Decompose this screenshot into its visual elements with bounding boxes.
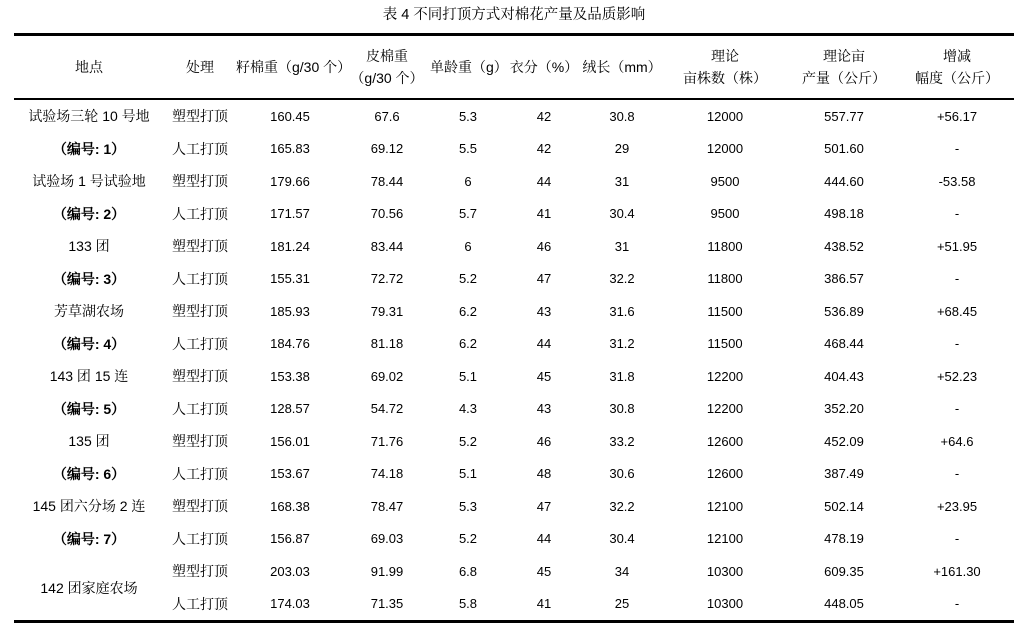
location-cell: （编号: 1） <box>52 140 126 157</box>
lint-weight-cell: 72.72 <box>370 271 404 287</box>
table-row <box>14 360 1014 393</box>
lint-weight-cell: 83.44 <box>370 238 404 254</box>
change-range-cell: - <box>954 271 960 287</box>
location-cell: 135 团 <box>68 433 110 450</box>
fiber-length-cell: 32.2 <box>609 271 635 287</box>
table-row <box>14 523 1014 556</box>
treatment-cell: 人工打顶 <box>172 270 228 287</box>
seed-cotton-weight-cell: 153.38 <box>270 368 310 384</box>
treatment-cell: 人工打顶 <box>172 335 228 352</box>
location-cell: 145 团六分场 2 连 <box>32 498 146 515</box>
change-range-cell: +52.23 <box>936 368 978 384</box>
seed-cotton-weight-cell: 128.57 <box>270 401 310 417</box>
seed-cotton-weight-cell: 203.03 <box>270 563 310 579</box>
yield-per-mu-cell: 352.20 <box>824 401 864 417</box>
change-range-cell: +51.95 <box>936 238 978 254</box>
plants-per-mu-cell: 12200 <box>706 401 744 417</box>
treatment-cell: 人工打顶 <box>172 595 228 612</box>
lint-percentage-cell: 47 <box>536 498 552 514</box>
plants-per-mu-cell: 12100 <box>706 531 744 547</box>
yield-per-mu-cell: 557.77 <box>824 108 864 124</box>
lint-weight-cell: 91.99 <box>370 563 404 579</box>
lint-percentage-cell: 43 <box>536 401 552 417</box>
boll-weight-cell: 5.1 <box>458 368 478 384</box>
fiber-length-cell: 30.4 <box>609 531 635 547</box>
lint-weight-cell: 69.03 <box>370 531 404 547</box>
seed-cotton-weight-cell: 174.03 <box>270 596 310 612</box>
plants-per-mu-cell: 11500 <box>707 303 743 319</box>
seed-cotton-weight-cell: 181.24 <box>270 238 310 254</box>
location-cell: 143 团 15 连 <box>49 368 129 385</box>
plants-per-mu-cell: 12600 <box>706 433 744 449</box>
plants-per-mu-cell: 12000 <box>706 108 744 124</box>
seed-cotton-weight-cell: 165.83 <box>270 141 310 157</box>
yield-per-mu-cell: 386.57 <box>824 271 864 287</box>
table-row <box>14 263 1014 296</box>
treatment-cell: 塑型打顶 <box>172 303 228 320</box>
fiber-length-cell: 29 <box>614 141 630 157</box>
lint-weight-cell: 71.35 <box>370 596 404 612</box>
lint-percentage-cell: 45 <box>536 563 552 579</box>
header-row <box>14 35 1014 100</box>
location-cell: （编号: 4） <box>52 335 126 352</box>
lint-weight-cell: 78.44 <box>370 173 404 189</box>
fiber-length-cell: 33.2 <box>609 433 635 449</box>
header-label-line2: 幅度（公斤） <box>915 70 999 86</box>
boll-weight-cell: 5.3 <box>458 498 478 514</box>
location-cell: 试验场 1 号试验地 <box>32 173 146 190</box>
lint-percentage-cell: 46 <box>536 433 552 449</box>
col-header-seed-cotton-weight <box>236 35 352 100</box>
plants-per-mu-cell: 9500 <box>710 173 740 189</box>
treatment-cell: 塑型打顶 <box>172 498 228 515</box>
change-range-cell: - <box>954 466 960 482</box>
table-row <box>14 393 1014 426</box>
lint-weight-cell: 54.72 <box>370 401 404 417</box>
lint-percentage-cell: 47 <box>536 271 552 287</box>
yield-per-mu-cell: 444.60 <box>824 173 864 189</box>
table-row <box>14 295 1014 328</box>
fiber-length-cell: 31.8 <box>609 368 635 384</box>
header-label: 籽棉重（g/30 个） <box>236 59 352 75</box>
boll-weight-cell: 6 <box>464 238 472 254</box>
seed-cotton-weight-cell: 156.87 <box>270 531 310 547</box>
lint-weight-cell: 69.12 <box>370 141 404 157</box>
table-row <box>14 458 1014 491</box>
fiber-length-cell: 30.8 <box>609 401 635 417</box>
lint-weight-cell: 70.56 <box>370 206 404 222</box>
table-row <box>14 165 1014 198</box>
header-label-line1: 增减 <box>943 48 971 64</box>
yield-per-mu-cell: 501.60 <box>824 141 864 157</box>
boll-weight-cell: 5.3 <box>458 108 478 124</box>
col-header-boll-weight <box>430 35 506 100</box>
location-cell: （编号: 7） <box>52 530 126 547</box>
col-header-treatment <box>164 35 236 100</box>
table-row <box>14 99 1014 133</box>
fiber-length-cell: 30.4 <box>609 206 635 222</box>
lint-percentage-cell: 44 <box>536 531 552 547</box>
boll-weight-cell: 5.5 <box>458 141 478 157</box>
yield-per-mu-cell: 498.18 <box>824 206 864 222</box>
treatment-cell: 塑型打顶 <box>172 108 228 125</box>
lint-weight-cell: 81.18 <box>370 336 404 352</box>
table-row <box>14 425 1014 458</box>
change-range-cell: +64.6 <box>940 433 974 449</box>
fiber-length-cell: 30.8 <box>609 108 635 124</box>
boll-weight-cell: 6.2 <box>458 336 478 352</box>
seed-cotton-weight-cell: 171.57 <box>270 206 310 222</box>
plants-per-mu-cell: 12100 <box>706 498 744 514</box>
table-row <box>14 588 1014 622</box>
treatment-cell: 人工打顶 <box>172 140 228 157</box>
table-row <box>14 198 1014 231</box>
lint-weight-cell: 71.76 <box>370 433 404 449</box>
yield-per-mu-cell: 387.49 <box>824 466 864 482</box>
plants-per-mu-cell: 12000 <box>706 141 744 157</box>
change-range-cell: - <box>954 336 960 352</box>
col-header-change-range <box>900 35 1014 100</box>
col-header-lint-weight <box>344 35 430 100</box>
seed-cotton-weight-cell: 156.01 <box>270 433 310 449</box>
location-cell: 试验场三轮 10 号地 <box>28 108 150 125</box>
col-header-theoretical-plants <box>662 35 788 100</box>
boll-weight-cell: 5.8 <box>458 596 478 612</box>
yield-per-mu-cell: 478.19 <box>824 531 864 547</box>
lint-weight-cell: 67.6 <box>374 108 400 124</box>
seed-cotton-weight-cell: 155.31 <box>270 271 310 287</box>
seed-cotton-weight-cell: 168.38 <box>270 498 310 514</box>
fiber-length-cell: 31.6 <box>609 303 635 319</box>
header-label-line2: 亩株数（株） <box>683 70 767 86</box>
lint-weight-cell: 74.18 <box>370 466 404 482</box>
lint-percentage-cell: 41 <box>536 206 552 222</box>
fiber-length-cell: 31 <box>614 173 630 189</box>
location-cell: 芳草湖农场 <box>54 303 124 320</box>
seed-cotton-weight-cell: 185.93 <box>270 303 310 319</box>
lint-percentage-cell: 42 <box>536 108 552 124</box>
lint-percentage-cell: 44 <box>536 336 552 352</box>
boll-weight-cell: 4.3 <box>458 401 478 417</box>
data-table <box>14 33 1014 623</box>
table-body <box>14 99 1014 622</box>
fiber-length-cell: 31.2 <box>609 336 635 352</box>
header-label: 衣分（%） <box>509 59 579 75</box>
plants-per-mu-cell: 10300 <box>706 596 744 612</box>
treatment-cell: 塑型打顶 <box>172 173 228 190</box>
boll-weight-cell: 6.2 <box>458 303 478 319</box>
lint-percentage-cell: 42 <box>536 141 552 157</box>
col-header-fiber-length <box>582 35 662 100</box>
table-caption: 表 4 不同打顶方式对棉花产量及品质影响 <box>382 7 646 23</box>
boll-weight-cell: 5.2 <box>458 433 478 449</box>
location-cell: 133 团 <box>68 238 110 255</box>
header-label-line2: 产量（公斤） <box>802 70 886 86</box>
yield-per-mu-cell: 448.05 <box>824 596 864 612</box>
lint-percentage-cell: 43 <box>536 303 552 319</box>
fiber-length-cell: 31 <box>614 238 630 254</box>
header-label-line1: 理论 <box>711 48 739 64</box>
treatment-cell: 塑型打顶 <box>172 368 228 385</box>
col-header-theoretical-yield <box>788 35 900 100</box>
treatment-cell: 人工打顶 <box>172 205 228 222</box>
change-range-cell: +161.30 <box>933 563 981 579</box>
treatment-cell: 人工打顶 <box>172 400 228 417</box>
plants-per-mu-cell: 9500 <box>710 206 740 222</box>
yield-per-mu-cell: 438.52 <box>824 238 864 254</box>
yield-per-mu-cell: 609.35 <box>824 563 864 579</box>
plants-per-mu-cell: 12200 <box>706 368 744 384</box>
location-cell: （编号: 6） <box>52 465 126 482</box>
boll-weight-cell: 6.8 <box>458 563 478 579</box>
yield-per-mu-cell: 536.89 <box>824 303 864 319</box>
treatment-cell: 人工打顶 <box>172 530 228 547</box>
header-label-line1: 理论亩 <box>823 48 865 64</box>
plants-per-mu-cell: 11800 <box>707 271 743 287</box>
change-range-cell: - <box>954 531 960 547</box>
change-range-cell: - <box>954 141 960 157</box>
boll-weight-cell: 5.2 <box>458 531 478 547</box>
plants-per-mu-cell: 11500 <box>707 336 743 352</box>
change-range-cell: +23.95 <box>936 498 978 514</box>
boll-weight-cell: 5.7 <box>458 206 478 222</box>
change-range-cell: - <box>954 206 960 222</box>
change-range-cell: +68.45 <box>936 303 978 319</box>
treatment-cell: 塑型打顶 <box>172 433 228 450</box>
header-label: 处理 <box>186 59 214 75</box>
change-range-cell: -53.58 <box>938 173 976 189</box>
yield-per-mu-cell: 452.09 <box>824 433 864 449</box>
change-range-cell: - <box>954 596 960 612</box>
seed-cotton-weight-cell: 153.67 <box>270 466 310 482</box>
lint-percentage-cell: 44 <box>536 173 552 189</box>
boll-weight-cell: 6 <box>464 173 472 189</box>
yield-per-mu-cell: 468.44 <box>824 336 864 352</box>
plants-per-mu-cell: 11800 <box>707 238 743 254</box>
location-cell: （编号: 5） <box>52 400 126 417</box>
header-label-line2: （g/30 个） <box>350 70 424 86</box>
lint-percentage-cell: 46 <box>536 238 552 254</box>
lint-percentage-cell: 48 <box>536 466 552 482</box>
header-label-line1: 皮棉重 <box>366 48 408 64</box>
lint-weight-cell: 69.02 <box>370 368 404 384</box>
seed-cotton-weight-cell: 160.45 <box>270 108 310 124</box>
seed-cotton-weight-cell: 184.76 <box>270 336 310 352</box>
col-header-lint-percentage <box>506 35 582 100</box>
table-row <box>14 555 1014 588</box>
seed-cotton-weight-cell: 179.66 <box>270 173 310 189</box>
treatment-cell: 人工打顶 <box>172 465 228 482</box>
header-label: 单龄重（g） <box>430 59 508 75</box>
header-label: 绒长（mm） <box>582 59 662 75</box>
table-row <box>14 328 1014 361</box>
plants-per-mu-cell: 10300 <box>706 563 744 579</box>
location-cell: （编号: 2） <box>52 205 126 222</box>
table-row <box>14 230 1014 263</box>
treatment-cell: 塑型打顶 <box>172 238 228 255</box>
treatment-cell: 塑型打顶 <box>172 563 228 580</box>
fiber-length-cell: 32.2 <box>609 498 635 514</box>
plants-per-mu-cell: 12600 <box>706 466 744 482</box>
lint-weight-cell: 78.47 <box>370 498 404 514</box>
table-row <box>14 490 1014 523</box>
change-range-cell: - <box>954 401 960 417</box>
col-header-location <box>14 35 164 100</box>
change-range-cell: +56.17 <box>936 108 978 124</box>
header-label: 地点 <box>75 59 103 75</box>
fiber-length-cell: 25 <box>614 596 630 612</box>
location-cell: （编号: 3） <box>52 270 126 287</box>
lint-percentage-cell: 41 <box>536 596 552 612</box>
yield-per-mu-cell: 502.14 <box>824 498 864 514</box>
table-header <box>14 35 1014 100</box>
fiber-length-cell: 34 <box>614 563 630 579</box>
yield-per-mu-cell: 404.43 <box>824 368 864 384</box>
boll-weight-cell: 5.1 <box>458 466 478 482</box>
boll-weight-cell: 5.2 <box>458 271 478 287</box>
lint-percentage-cell: 45 <box>536 368 552 384</box>
table-row <box>14 133 1014 166</box>
lint-weight-cell: 79.31 <box>370 303 404 319</box>
location-cell: 142 团家庭农场 <box>40 579 138 596</box>
fiber-length-cell: 30.6 <box>609 466 635 482</box>
